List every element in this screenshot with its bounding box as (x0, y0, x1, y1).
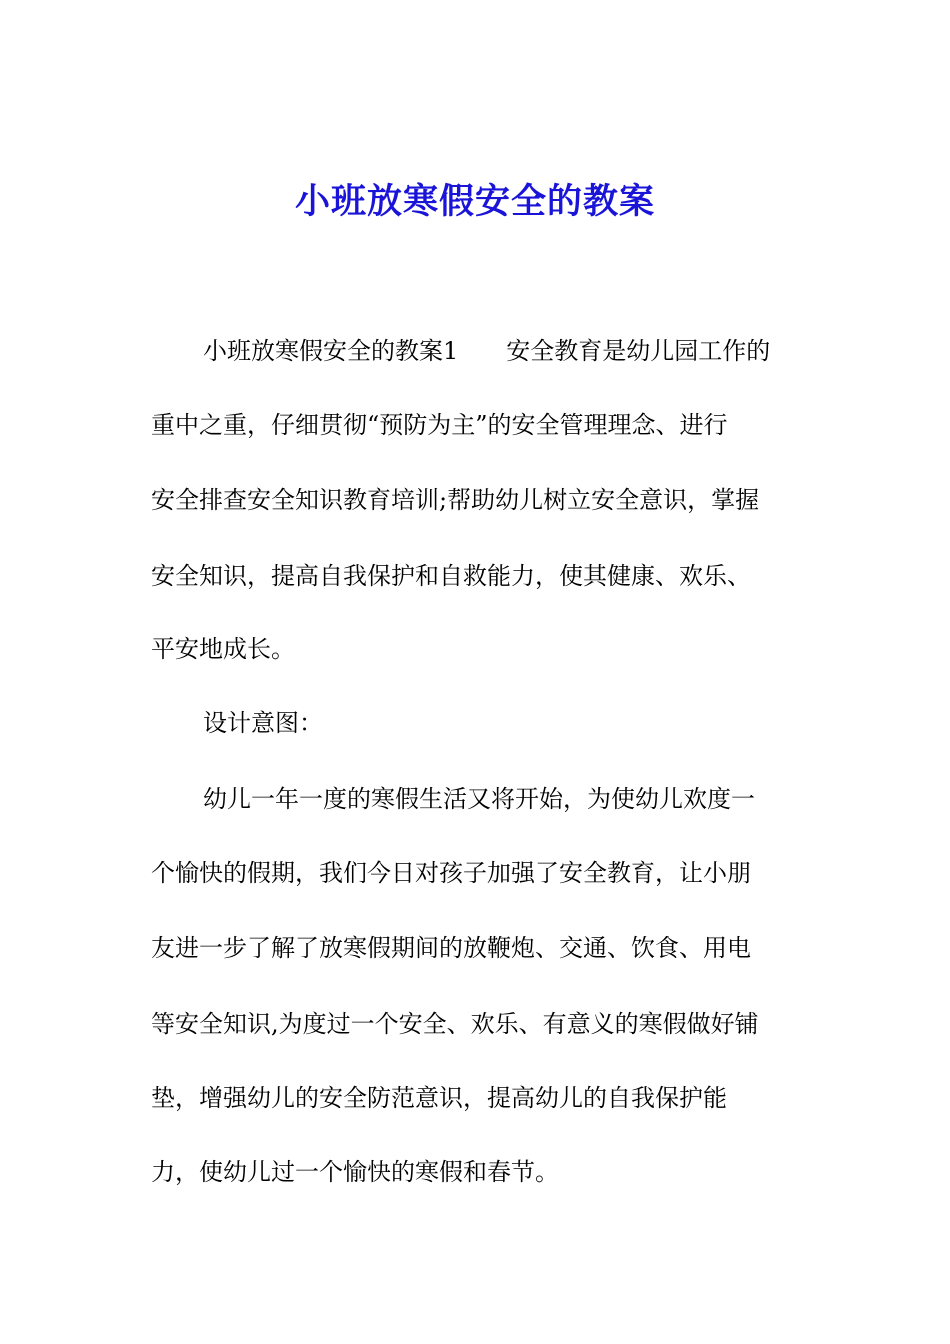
section-heading: 设计意图： (203, 709, 323, 737)
paragraph-line: 等安全知识,为度过一个安全、欢乐、有意义的寒假做好铺 (151, 1010, 759, 1038)
paragraph-line: 垫，增强幼儿的安全防范意识，提高幼儿的自我保护能 (151, 1084, 727, 1112)
document-title: 小班放寒假安全的教案 (294, 181, 655, 222)
paragraph-line: 友进一步了解了放寒假期间的放鞭炮、交通、饮食、用电 (151, 934, 751, 962)
paragraph-line: 平安地成长。 (151, 635, 295, 663)
paragraph-line: 安全知识，提高自我保护和自救能力，使其健康、欢乐、 (151, 562, 751, 590)
paragraph-line: 重中之重，仔细贯彻“预防为主”的安全管理理念、进行 (151, 411, 728, 439)
paragraph-line: 小班放寒假安全的教案1 安全教育是幼儿园工作的 (203, 337, 771, 365)
paragraph-line: 安全排查安全知识教育培训;帮助幼儿树立安全意识，掌握 (151, 486, 760, 514)
paragraph-line: 力，使幼儿过一个愉快的寒假和春节。 (151, 1158, 559, 1186)
paragraph-line: 个愉快的假期，我们今日对孩子加强了安全教育，让小朋 (151, 859, 751, 887)
paragraph-line: 幼儿一年一度的寒假生活又将开始，为使幼儿欢度一 (203, 785, 755, 813)
